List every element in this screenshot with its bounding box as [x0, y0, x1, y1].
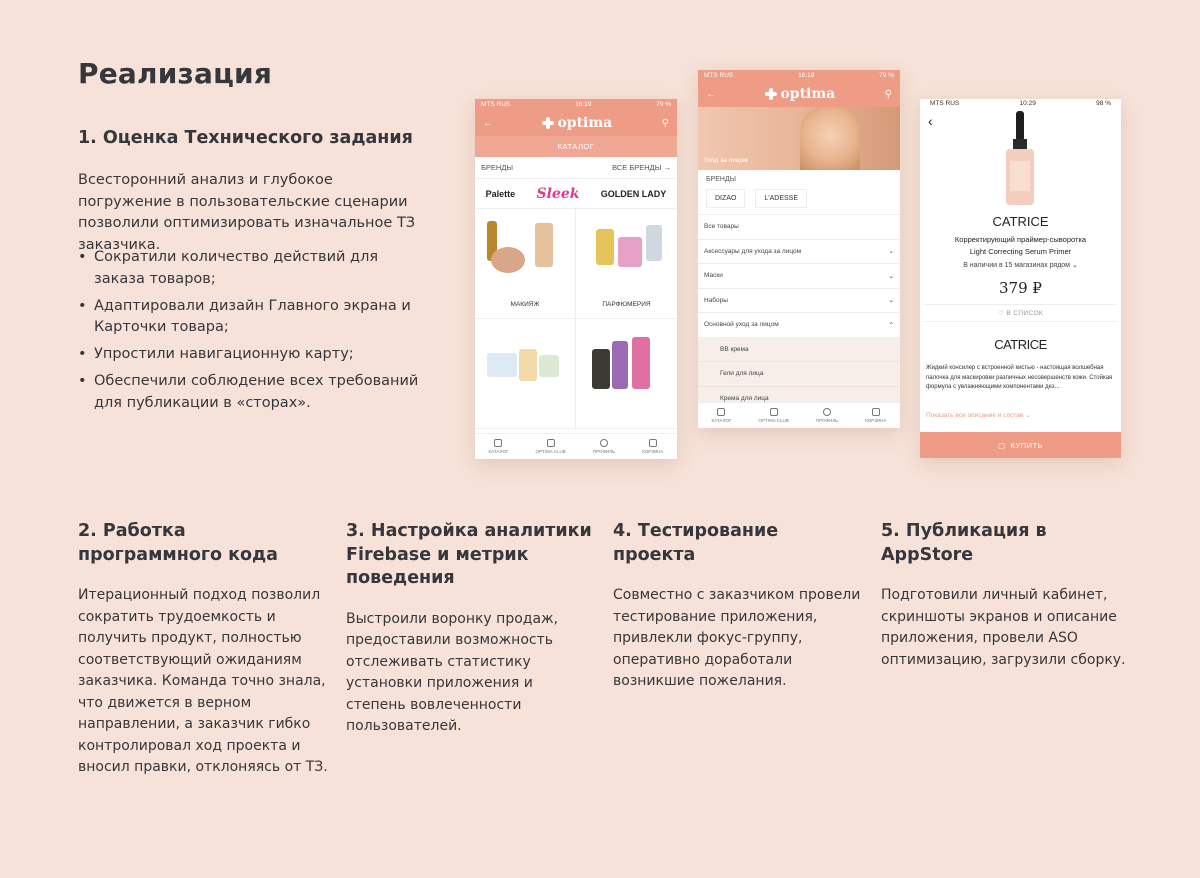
sublist-item[interactable]: ВВ крема	[698, 338, 900, 363]
catalog-header: КАТАЛОГ	[475, 136, 677, 157]
logo-mark-icon	[765, 88, 777, 100]
care-product-image	[487, 353, 517, 377]
app-bar	[698, 81, 900, 107]
brand-logos	[475, 179, 677, 209]
step-4	[613, 520, 863, 693]
category-care[interactable]	[475, 319, 576, 429]
stock-info[interactable]: В наличии в 15 магазинах рядом ⌄	[963, 262, 1078, 269]
status-bar	[475, 99, 677, 110]
chevron-down-icon: ⌄	[888, 248, 894, 256]
foundation-image	[535, 223, 553, 267]
bullet-item: • Адаптировали дизайн Главного экрана и Карточки товара;	[78, 296, 423, 339]
perfume-image	[646, 225, 662, 261]
carrier: MTS RUS	[930, 100, 960, 107]
tab-cart[interactable]: КОРЗИНА	[865, 408, 886, 423]
profile-icon	[823, 408, 831, 416]
hair-product-image	[612, 341, 628, 389]
chevron-down-icon: ⌄	[888, 272, 894, 280]
search-icon[interactable]: ⚲	[661, 117, 669, 129]
phone-screen-product	[920, 99, 1121, 458]
brand-logo-sleek[interactable]: Sleek	[536, 185, 580, 202]
show-more-link[interactable]: Показать все описание и состав ⌄	[926, 412, 1031, 419]
logo-mark-icon	[542, 117, 554, 129]
list-item[interactable]: Наборы ⌄	[698, 289, 900, 314]
tab-bar	[475, 433, 677, 459]
status-bar	[920, 99, 1121, 109]
chevron-up-icon: ⌃	[888, 321, 894, 329]
list-item[interactable]: Все товары	[698, 215, 900, 240]
category-list	[698, 215, 900, 411]
brand-logos	[698, 189, 900, 215]
brands-label: БРЕНДЫ	[706, 176, 736, 183]
page-title: Реализация	[78, 57, 273, 90]
step-text: Подготовили личный кабинет, скриншоты экранов и описание приложения, провели ASO оптимизацию, загрузили сборку.	[881, 587, 1126, 668]
cart-icon	[872, 408, 880, 416]
sublist-item[interactable]: Гели для лица	[698, 362, 900, 387]
category-makeup[interactable]	[475, 209, 576, 319]
tab-bar	[698, 402, 900, 428]
tab-profile[interactable]: ПРОФИЛЬ	[816, 408, 838, 423]
carrier: MTS RUS	[704, 72, 734, 79]
club-icon	[770, 408, 778, 416]
step-text: Выстроили воронку продаж, предоставили возможность отслеживать статистику установки приложения и степень вовлеченности пользователей.	[346, 610, 559, 734]
category-hair[interactable]	[576, 319, 677, 429]
category-label: МАКИЯЖ	[510, 301, 540, 308]
tab-optima-club[interactable]: OPTIMA CLUB	[536, 439, 566, 454]
brand-logo-palette[interactable]: Palette	[485, 188, 516, 199]
back-arrow-icon[interactable]: ←	[483, 117, 493, 129]
product-brand: CATRICE	[992, 214, 1049, 229]
battery: 79 %	[656, 101, 671, 108]
step-3	[346, 520, 596, 738]
bullet-item: • Обеспечили соблюдение всех требований для публикации в «сторах».	[78, 371, 423, 414]
back-arrow-icon[interactable]: ←	[706, 88, 716, 100]
perfume-image	[596, 229, 614, 265]
time: 10:29	[1019, 100, 1036, 107]
hair-product-image	[592, 349, 610, 389]
app-bar	[475, 110, 677, 136]
step-text: Итерационный подход позволил сократить трудоемкость и получить продукт, полностью соответствующий ожиданиям заказчика. Команда точно знала, что движется в верном направлении, а заказчик гибко контролировал ход проекта и вносил правки, отклоняясь от ТЗ.	[78, 587, 328, 775]
phone-screen-category	[698, 70, 900, 428]
care-product-image	[539, 355, 559, 377]
cart-icon	[649, 439, 657, 447]
tab-cart[interactable]: КОРЗИНА	[642, 439, 663, 454]
optima-logo: optima	[542, 115, 612, 131]
step-title: 4. Тестирование проекта	[613, 521, 779, 565]
category-grid	[475, 209, 677, 429]
back-chevron-icon[interactable]: ‹	[928, 113, 933, 129]
category-label: ПАРФЮМЕРИЯ	[602, 301, 651, 308]
carrier: MTS RUS	[481, 101, 511, 108]
section1-text: Всесторонний анализ и глубокое погружение в пользовательские сценарии позволили оптимизировать изначальное ТЗ заказчика.	[78, 172, 416, 253]
product-name: Корректирующий праймер-сыворотка Light Correcting Serum Primer	[954, 235, 1087, 256]
section1-title: 1. Оценка Технического задания	[78, 128, 413, 148]
catalog-icon	[717, 408, 725, 416]
product-description: Жидкий консилер с встроенной кистью - настоящая волшебная палочка для маскировки различных несовершенств кожи. Стойкая формула с увлажняющими компонентами дез...	[926, 365, 1113, 390]
step-5	[881, 520, 1131, 671]
optima-logo: optima	[765, 86, 835, 102]
product-price: 379 ₽	[999, 279, 1042, 297]
step-text: Совместно с заказчиком провели тестирование приложения, привлекли фокус-группу, оперативно доработали возникшие пожелания.	[613, 587, 861, 689]
bag-icon: ▢	[997, 440, 1006, 450]
list-item[interactable]: Маски ⌄	[698, 264, 900, 289]
step-2	[78, 520, 328, 779]
profile-icon	[600, 439, 608, 447]
brand-logo-ladesse[interactable]: L'ADESSE	[755, 189, 807, 208]
brands-row	[475, 157, 677, 179]
brands-label: БРЕНДЫ	[481, 163, 514, 172]
brand-logo-golden-lady[interactable]: GOLDEN LADY	[600, 188, 667, 199]
care-product-image	[519, 349, 537, 381]
bullet-item: • Сократили количество действий для заказа товаров;	[78, 247, 423, 290]
hero-banner	[698, 107, 900, 170]
tab-optima-club[interactable]: OPTIMA CLUB	[759, 408, 789, 423]
powder-image	[491, 247, 525, 273]
phone-screen-catalog	[475, 99, 677, 459]
category-perfume[interactable]	[576, 209, 677, 319]
sublist-item[interactable]: Крема для лица	[698, 387, 900, 412]
hair-product-image	[632, 337, 650, 389]
serum-bottle-image	[1002, 111, 1038, 207]
section1-bullets	[78, 247, 423, 420]
tab-catalog[interactable]: КАТАЛОГ	[489, 439, 509, 454]
step-title: 2. Работка программного кода	[78, 521, 278, 565]
perfume-image	[618, 237, 642, 267]
buy-button[interactable]: ▢ КУПИТЬ	[920, 432, 1121, 458]
model-photo	[800, 107, 860, 170]
list-item[interactable]: Основной уход за лицом ⌃	[698, 313, 900, 338]
tab-profile[interactable]: ПРОФИЛЬ	[593, 439, 615, 454]
hero-caption: Уход за лицом	[704, 157, 748, 164]
chevron-down-icon: ⌄	[888, 297, 894, 305]
status-bar	[698, 70, 900, 81]
time: 16:19	[575, 101, 592, 108]
list-item[interactable]: Аксессуары для ухода за лицом ⌄	[698, 240, 900, 265]
bullet-item: • Упростили навигационную карту;	[78, 344, 423, 366]
search-icon[interactable]: ⚲	[884, 88, 892, 100]
tab-catalog[interactable]: КАТАЛОГ	[712, 408, 732, 423]
all-brands-link[interactable]: ВСЕ БРЕНДЫ →	[612, 163, 671, 172]
step-title: 3. Настройка аналитики Firebase и метрик поведения	[346, 521, 592, 588]
battery: 98 %	[1096, 100, 1111, 107]
step-title: 5. Публикация в AppStore	[881, 521, 1047, 565]
brand-logo-dizao[interactable]: DIZAO	[706, 189, 745, 208]
brand-logo-catrice: CATRICE	[994, 337, 1047, 352]
time: 16:19	[798, 72, 815, 79]
add-to-wishlist-button[interactable]: ♡ В СПИСОК	[924, 304, 1117, 322]
battery: 79 %	[879, 72, 894, 79]
club-icon	[547, 439, 555, 447]
catalog-icon	[494, 439, 502, 447]
